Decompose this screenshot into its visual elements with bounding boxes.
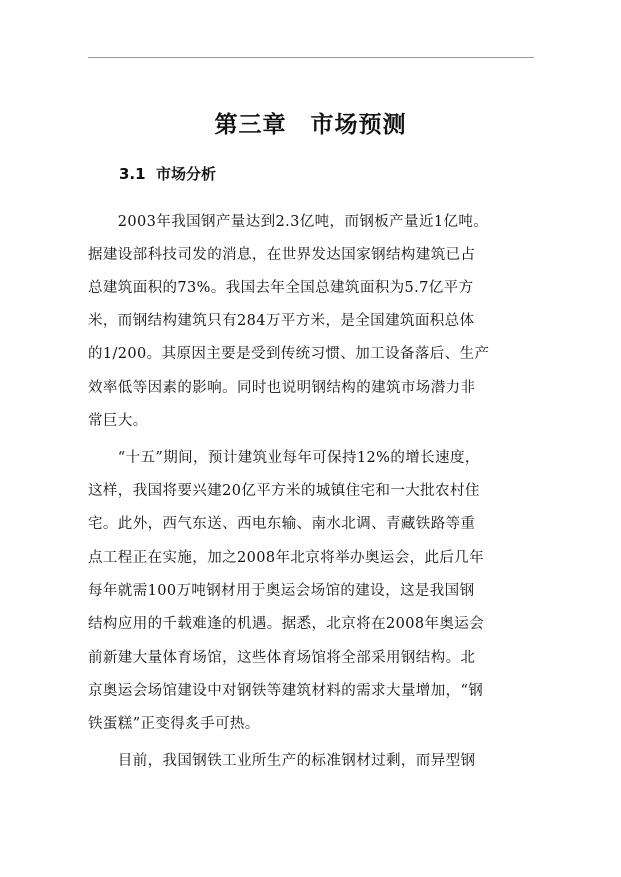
section-heading: 3.1 市场分析 <box>119 165 217 183</box>
body-line: 总建筑面积的73%。我国去年全国总建筑面积为5.7亿平方 <box>88 280 474 296</box>
body-line: 点工程正在实施，加之2008年北京将举办奥运会，此后几年 <box>88 550 485 566</box>
body-line: 据建设部科技司发的消息，在世界发达国家钢结构建筑已占 <box>88 247 476 263</box>
body-line: 这样，我国将要兴建20亿平方米的城镇住宅和一大批农村住 <box>88 483 480 499</box>
body-line: 常巨大。 <box>88 413 148 429</box>
body-line: 每年就需100万吨钢材用于奥运会场馆的建设，这是我国钢 <box>88 583 475 599</box>
body-line: 京奥运会场馆建设中对钢铁等建筑材料的需求大量增加，“钢 <box>88 683 484 699</box>
body-line: 效率低等因素的影响。同时也说明钢结构的建筑市场潜力非 <box>88 380 476 396</box>
body-line: 铁蛋糕”正变得炙手可热。 <box>88 716 260 732</box>
body-line: 目前，我国钢铁工业所生产的标准钢材过剩，而异型钢 <box>88 753 476 769</box>
body-line: 前新建大量体育场馆，这些体育场馆将全部采用钢结构。北 <box>88 650 476 666</box>
body-line: 宅。此外，西气东送、西电东输、南水北调、青藏铁路等重 <box>88 516 476 532</box>
header-rule <box>88 57 534 58</box>
chapter-title: 第三章 市场预测 <box>214 112 407 138</box>
body-line: 的1/200。其原因主要是受到传统习惯、加工设备落后、生产 <box>88 346 490 362</box>
body-line: “十五”期间，预计建筑业每年可保持12%的增长速度， <box>88 450 480 466</box>
body-line: 米，而钢结构建筑只有284万平方米，是全国建筑面积总体 <box>88 313 475 329</box>
body-line: 2003年我国钢产量达到2.3亿吨，而钢板产量近1亿吨。 <box>88 214 489 230</box>
body-line: 结构应用的千载难逢的机遇。据悉，北京将在2008年奥运会 <box>88 616 485 632</box>
